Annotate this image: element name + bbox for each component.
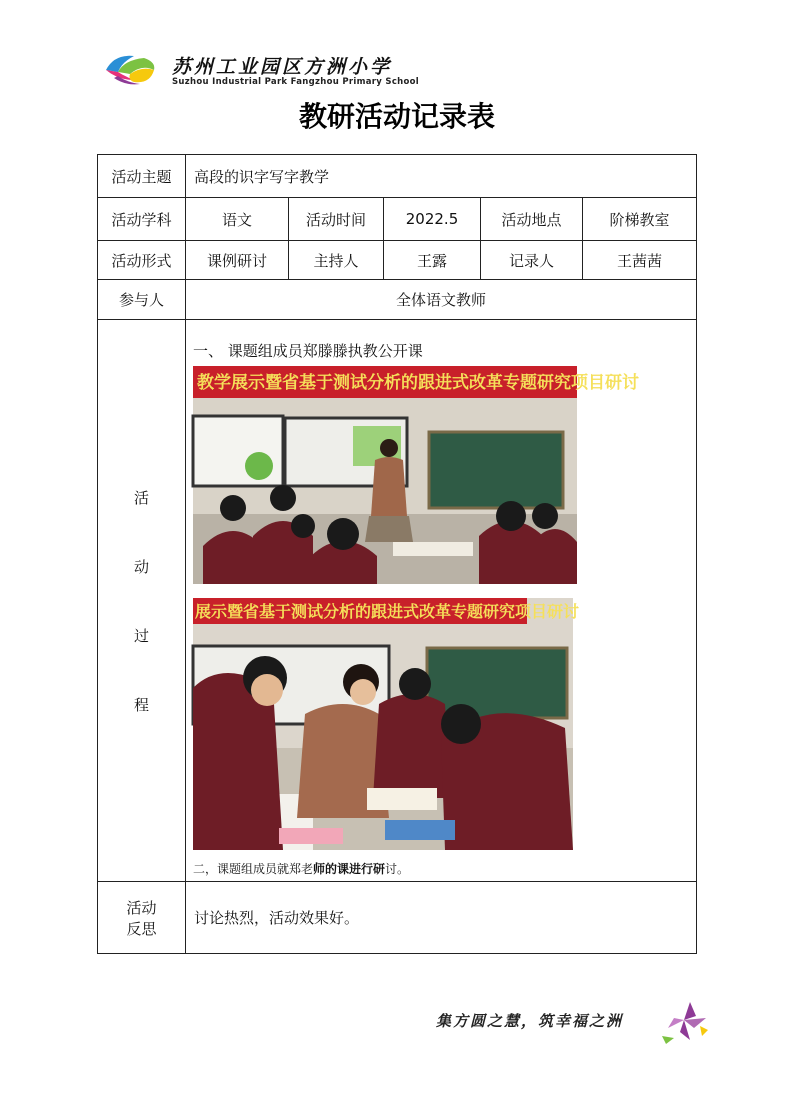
participants-label: 参与人 (97, 279, 186, 320)
place-value: 阶梯教室 (582, 197, 697, 241)
school-logo (104, 50, 158, 88)
reflection-label-line1: 活动 (126, 898, 157, 917)
process-char: 过 (133, 626, 149, 645)
topic-value: 高段的识字写字教学 (185, 154, 697, 198)
host-value: 王露 (383, 240, 481, 280)
banner-text-2: 展示暨省基于测试分析的跟进式改革专题研究项目研讨 (195, 602, 580, 621)
classroom-photo-2 (193, 598, 580, 850)
process-label (97, 319, 186, 882)
process-char: 活 (133, 488, 149, 507)
form-label: 活动形式 (97, 240, 186, 280)
subject-value: 语文 (185, 197, 289, 241)
process-note (193, 860, 409, 877)
process-note-plain-1: 二，课题组成员就郑老 (193, 862, 314, 876)
reflection-label (97, 881, 186, 954)
participants-value: 全体语文教师 (185, 279, 697, 320)
reflection-label-line2: 反思 (126, 919, 157, 938)
page-title: 教研活动记录表 (298, 100, 495, 133)
process-heading: 一、 课题组成员郑滕滕执教公开课 (193, 342, 423, 360)
process-note-plain-2: 讨。 (385, 862, 410, 876)
flower-icon (660, 998, 710, 1044)
school-name-cn: 苏州工业园区方洲小学 (172, 56, 393, 78)
record-table (97, 154, 697, 954)
process-note-bold: 师的课进行研 (313, 862, 386, 876)
recorder-value: 王茜茜 (582, 240, 697, 280)
recorder-label: 记录人 (480, 240, 583, 280)
subject-label: 活动学科 (97, 197, 186, 241)
time-label: 活动时间 (288, 197, 384, 241)
process-char: 程 (133, 695, 149, 714)
host-label: 主持人 (288, 240, 384, 280)
banner-text-1: 教学展示暨省基于测试分析的跟进式改革专题研究项目研讨 (197, 373, 639, 393)
footer-slogan: 集方圆之慧，筑幸福之洲 (436, 1012, 624, 1030)
topic-label: 活动主题 (97, 154, 186, 198)
school-name-en: Suzhou Industrial Park Fangzhou Primary School (172, 77, 420, 87)
reflection-value: 讨论热烈，活动效果好。 (185, 881, 697, 954)
form-value: 课例研讨 (185, 240, 289, 280)
time-value: 2022.5 (383, 197, 481, 241)
place-label: 活动地点 (480, 197, 583, 241)
classroom-photo-1 (193, 366, 639, 584)
process-char: 动 (133, 557, 149, 576)
